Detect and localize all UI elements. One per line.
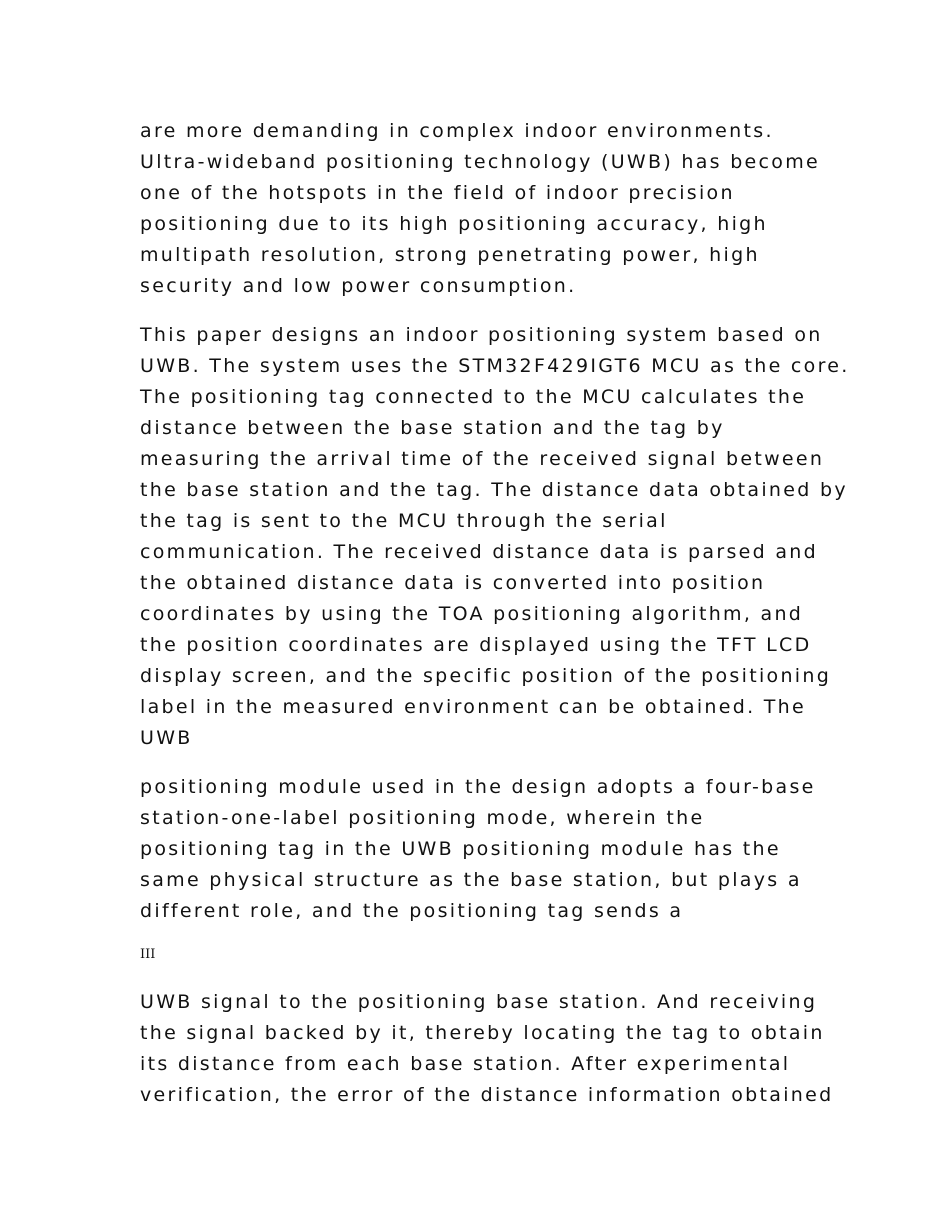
- page-number: III: [140, 947, 156, 962]
- text-line: positioning module used in the design adopts a four-base: [140, 776, 816, 798]
- text-line: display screen, and the specific position of the positioning: [140, 665, 832, 687]
- text-line: UWB. The system uses the STM32F429IGT6 MCU as the core.: [140, 355, 850, 377]
- text-line: are more demanding in complex indoor environments.: [140, 120, 774, 142]
- text-line: UWB: [140, 727, 193, 749]
- text-line: distance between the base station and the tag by: [140, 417, 725, 439]
- text-line: one of the hotspots in the field of indoor precision: [140, 182, 735, 204]
- text-line: communication. The received distance data is parsed and: [140, 541, 818, 563]
- text-line: label in the measured environment can be obtained. The: [140, 696, 807, 718]
- text-line: security and low power consumption.: [140, 275, 577, 297]
- text-line: the obtained distance data is converted into position: [140, 572, 766, 594]
- paragraph-uwb-intro: [140, 116, 820, 302]
- text-line: verification, the error of the distance information obtained: [140, 1084, 834, 1106]
- paragraph-uwb-signal: [140, 987, 833, 1111]
- text-line: the signal backed by it, thereby locating the tag to obtain: [140, 1022, 825, 1044]
- paragraph-positioning-module: [140, 772, 816, 927]
- text-line: positioning tag in the UWB positioning module has the: [140, 838, 781, 860]
- text-line: This paper designs an indoor positioning system based on: [140, 324, 823, 346]
- text-line: The positioning tag connected to the MCU calculates the: [140, 386, 807, 408]
- text-line: the tag is sent to the MCU through the serial: [140, 510, 668, 532]
- text-line: same physical structure as the base station, but plays a: [140, 869, 802, 891]
- text-line: station-one-label positioning mode, wherein the: [140, 807, 705, 829]
- text-line: coordinates by using the TOA positioning algorithm, and: [140, 603, 804, 625]
- text-line: multipath resolution, strong penetrating power, high: [140, 244, 760, 266]
- text-line: different role, and the positioning tag sends a: [140, 900, 684, 922]
- text-line: Ultra-wideband positioning technology (UWB) has become: [140, 151, 821, 173]
- text-line: measuring the arrival time of the received signal between: [140, 448, 825, 470]
- text-line: its distance from each base station. After experimental: [140, 1053, 791, 1075]
- paragraph-system-design: [140, 320, 850, 754]
- text-line: positioning due to its high positioning accuracy, high: [140, 213, 768, 235]
- text-line: the position coordinates are displayed using the TFT LCD: [140, 634, 812, 656]
- text-line: the base station and the tag. The distance data obtained by: [140, 479, 848, 501]
- text-line: UWB signal to the positioning base station. And receiving: [140, 991, 818, 1013]
